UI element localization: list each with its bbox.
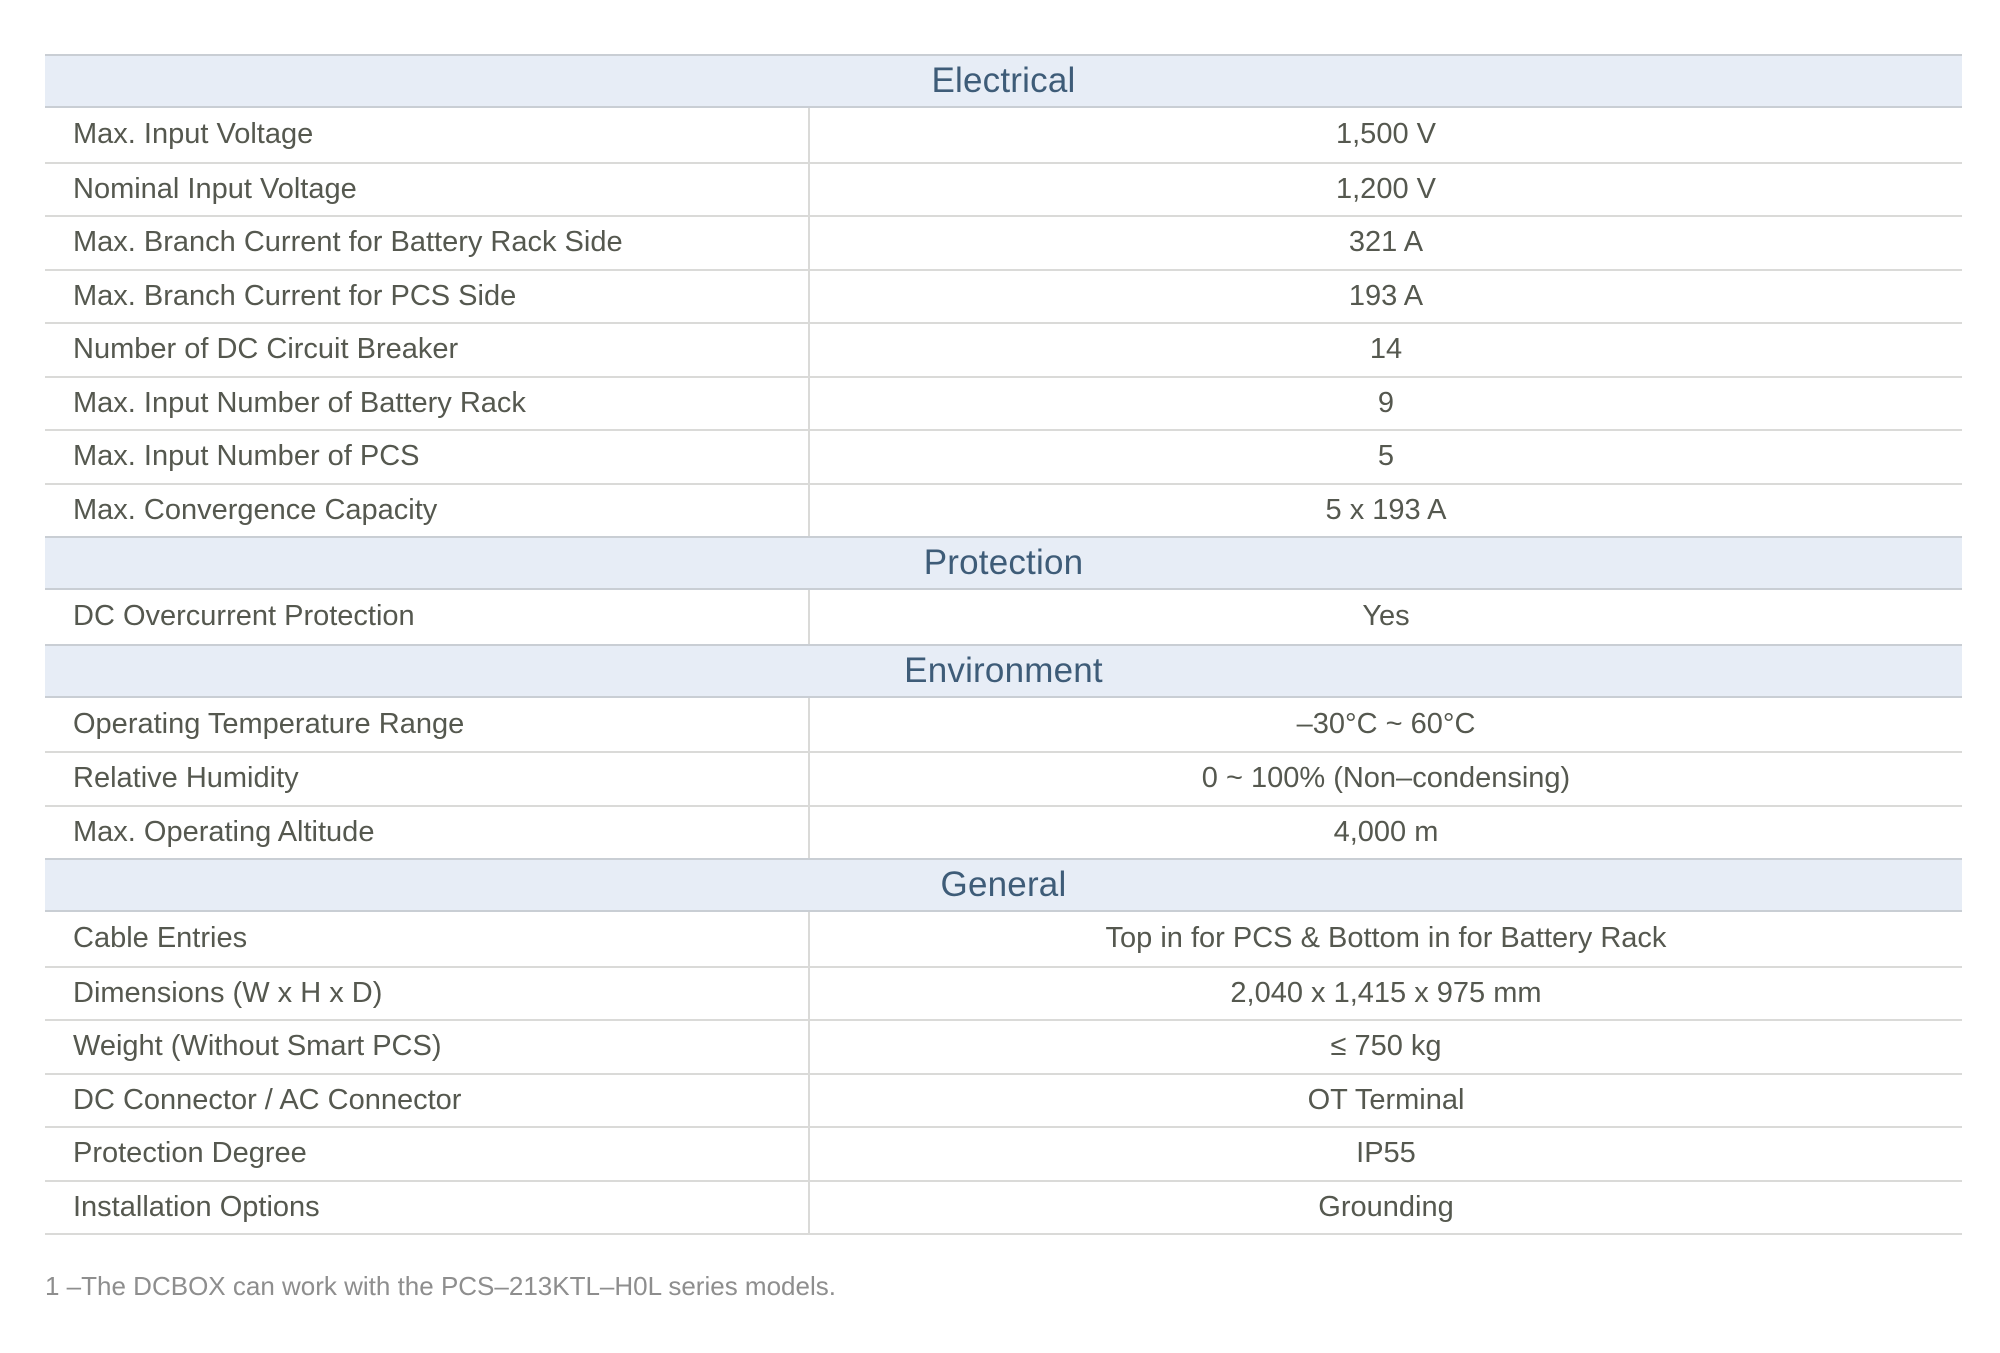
spec-row-value: –30°C ~ 60°C — [1296, 707, 1476, 740]
spec-row-label: Operating Temperature Range — [45, 698, 810, 752]
spec-row-value: Grounding — [1318, 1190, 1454, 1223]
spec-row — [45, 1073, 1962, 1127]
spec-row-label: DC Overcurrent Protection — [45, 590, 810, 644]
section-header-environment: Environment — [45, 644, 1962, 698]
spec-row-label: Max. Input Voltage — [45, 108, 810, 162]
section-header-protection: Protection — [45, 536, 1962, 590]
spec-row-value: Top in for PCS & Bottom in for Battery Rack — [1105, 922, 1667, 955]
spec-row-label: Number of DC Circuit Breaker — [45, 324, 810, 376]
spec-row — [45, 1019, 1962, 1073]
section-protection — [45, 536, 1962, 644]
spec-row — [45, 1126, 1962, 1180]
section-environment — [45, 644, 1962, 859]
spec-row-value: 5 x 193 A — [1325, 493, 1447, 526]
spec-row-value: 0 ~ 100% (Non–condensing) — [1201, 762, 1571, 795]
spec-row — [45, 698, 1962, 752]
spec-row — [45, 322, 1962, 376]
spec-row — [45, 1180, 1962, 1234]
spec-row-value: 1,200 V — [1336, 172, 1436, 205]
section-header-general: General — [45, 858, 1962, 912]
spec-row-label: Dimensions (W x H x D) — [45, 968, 810, 1020]
spec-row — [45, 590, 1962, 644]
spec-row-label: DC Connector / AC Connector — [45, 1075, 810, 1127]
spec-row-value: 4,000 m — [1333, 815, 1439, 848]
spec-row — [45, 912, 1962, 966]
spec-row — [45, 751, 1962, 805]
spec-row-label: Protection Degree — [45, 1128, 810, 1180]
spec-row-label: Weight (Without Smart PCS) — [45, 1021, 810, 1073]
spec-row-value: 5 — [1377, 440, 1395, 473]
spec-row-label: Max. Convergence Capacity — [45, 485, 810, 537]
spec-row-value: ≤ 750 kg — [1330, 1030, 1442, 1063]
spec-row-label: Max. Input Number of PCS — [45, 431, 810, 483]
section-header-electrical: Electrical — [45, 54, 1962, 108]
spec-row-label: Max. Input Number of Battery Rack — [45, 378, 810, 430]
section-general — [45, 858, 1962, 1233]
spec-row-value: 9 — [1377, 386, 1395, 419]
spec-row-label: Relative Humidity — [45, 753, 810, 805]
spec-row — [45, 376, 1962, 430]
spec-row-label: Nominal Input Voltage — [45, 164, 810, 216]
spec-row-value: 14 — [1369, 333, 1403, 366]
spec-row — [45, 162, 1962, 216]
spec-row-value: OT Terminal — [1307, 1083, 1465, 1116]
spec-row-label: Max. Branch Current for Battery Rack Side — [45, 217, 810, 269]
spec-row — [45, 429, 1962, 483]
spec-row-label: Installation Options — [45, 1182, 810, 1234]
spec-table — [45, 54, 1962, 1235]
spec-row-label: Cable Entries — [45, 912, 810, 966]
spec-row-value: 193 A — [1348, 279, 1424, 312]
spec-row — [45, 269, 1962, 323]
spec-row-label: Max. Branch Current for PCS Side — [45, 271, 810, 323]
spec-row — [45, 966, 1962, 1020]
spec-row-value: 321 A — [1348, 226, 1424, 259]
spec-row-value: Yes — [1362, 600, 1410, 633]
footnote: 1 –The DCBOX can work with the PCS–213KTL–H0L series models. — [45, 1271, 836, 1301]
spec-row-value: 1,500 V — [1336, 118, 1436, 151]
section-electrical — [45, 54, 1962, 536]
spec-row — [45, 483, 1962, 537]
spec-row — [45, 215, 1962, 269]
spec-row-value: 2,040 x 1,415 x 975 mm — [1230, 976, 1542, 1009]
spec-row-value: IP55 — [1356, 1137, 1416, 1170]
spec-row-label: Max. Operating Altitude — [45, 807, 810, 859]
spec-row — [45, 108, 1962, 162]
spec-row — [45, 805, 1962, 859]
